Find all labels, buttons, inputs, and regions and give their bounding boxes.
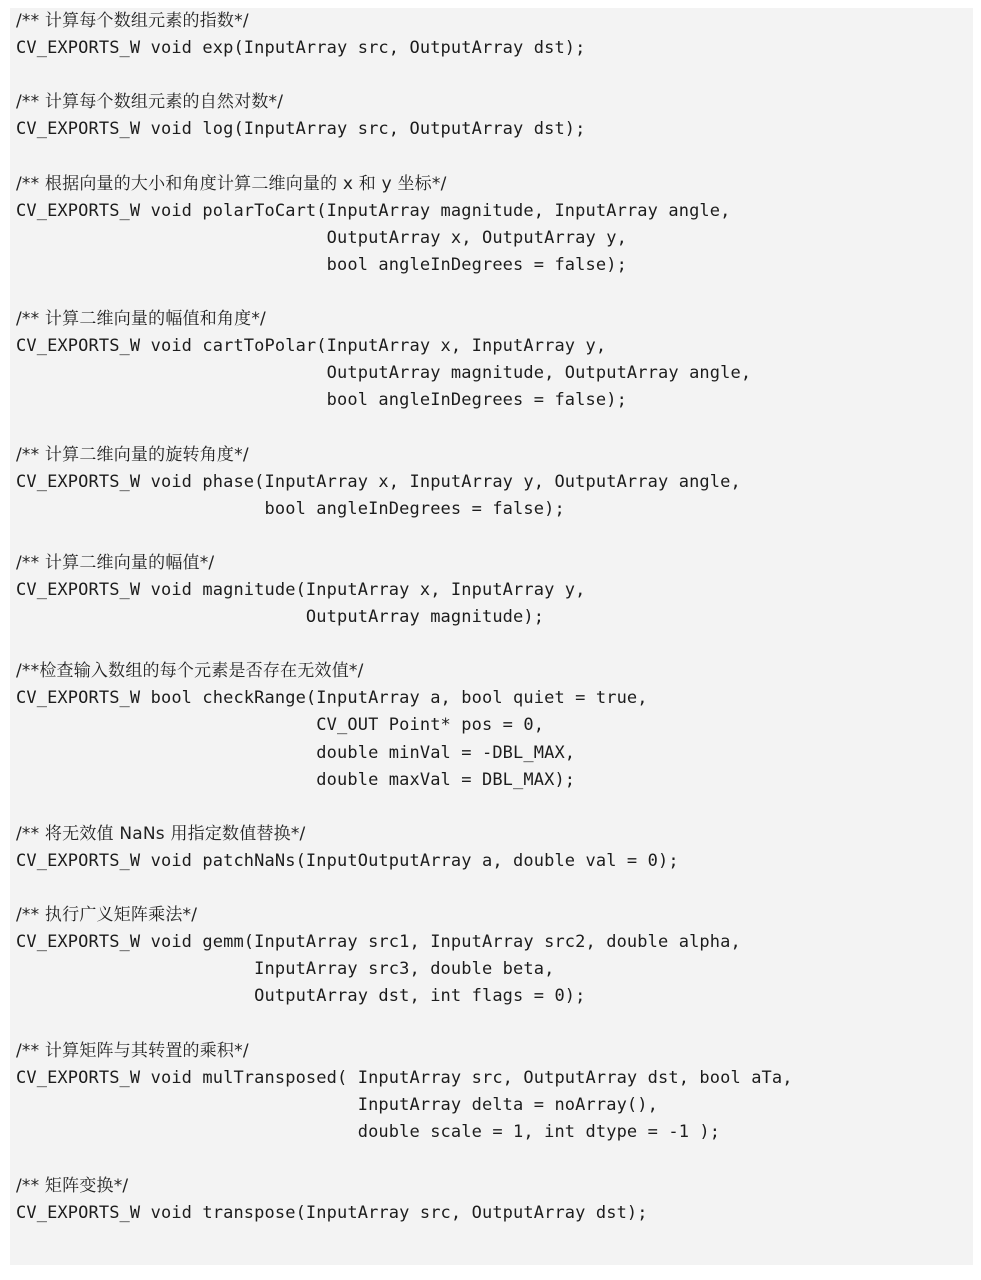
comment-line: /** 计算每个数组元素的自然对数*/: [16, 92, 284, 113]
comment-line: /** 计算矩阵与其转置的乘积*/: [16, 1040, 249, 1061]
code-line: OutputArray magnitude);: [16, 607, 545, 628]
code-line: CV_EXPORTS_W void magnitude(InputArray x, InputArray y,: [16, 579, 586, 600]
code-line: OutputArray dst, int flags = 0);: [16, 986, 586, 1007]
code-line: CV_EXPORTS_W void gemm(InputArray src1, InputArray src2, double alpha,: [16, 932, 741, 953]
code-line: double scale = 1, int dtype = -1 );: [16, 1121, 721, 1142]
code-line: CV_EXPORTS_W void log(InputArray src, OutputArray dst);: [16, 119, 586, 140]
comment-line: /** 根据向量的大小和角度计算二维向量的 x 和 y 坐标*/: [16, 173, 447, 194]
code-line: bool angleInDegrees = false);: [16, 390, 627, 411]
comment-line: /** 执行广义矩阵乘法*/: [16, 905, 198, 926]
code-line: CV_EXPORTS_W void polarToCart(InputArray magnitude, InputArray angle,: [16, 200, 731, 221]
comment-line: /** 将无效值 NaNs 用指定数值替换*/: [16, 823, 306, 844]
code-line: CV_EXPORTS_W void phase(InputArray x, InputArray y, OutputArray angle,: [16, 471, 741, 492]
code-line: CV_EXPORTS_W void transpose(InputArray src, OutputArray dst);: [16, 1203, 648, 1224]
code-line: double minVal = -DBL_MAX,: [16, 742, 576, 763]
comment-line: /** 计算二维向量的旋转角度*/: [16, 444, 249, 465]
code-line: OutputArray x, OutputArray y,: [16, 227, 627, 248]
code-line: CV_EXPORTS_W void patchNaNs(InputOutputArray a, double val = 0);: [16, 850, 679, 871]
code-line: OutputArray magnitude, OutputArray angle,: [16, 363, 752, 384]
code-block[interactable]: [16, 8, 793, 1227]
code-line: CV_EXPORTS_W void mulTransposed( InputArray src, OutputArray dst, bool aTa,: [16, 1067, 793, 1088]
code-line: InputArray delta = noArray(),: [16, 1094, 659, 1115]
code-line: CV_EXPORTS_W void exp(InputArray src, OutputArray dst);: [16, 38, 586, 59]
code-line: CV_OUT Point* pos = 0,: [16, 715, 545, 736]
code-line: bool angleInDegrees = false);: [16, 498, 565, 519]
comment-line: /** 计算每个数组元素的指数*/: [16, 11, 249, 31]
code-line: CV_EXPORTS_W bool checkRange(InputArray a, bool quiet = true,: [16, 688, 648, 709]
code-line: bool angleInDegrees = false);: [16, 254, 627, 275]
code-line: double maxVal = DBL_MAX);: [16, 769, 576, 790]
code-listing-panel: [10, 8, 973, 1265]
comment-line: /** 计算二维向量的幅值*/: [16, 552, 215, 573]
code-line: CV_EXPORTS_W void cartToPolar(InputArray x, InputArray y,: [16, 336, 607, 357]
comment-line: /** 矩阵变换*/: [16, 1176, 129, 1197]
comment-line: /**检查输入数组的每个元素是否存在无效值*/: [16, 661, 364, 682]
code-line: InputArray src3, double beta,: [16, 959, 555, 980]
comment-line: /** 计算二维向量的幅值和角度*/: [16, 309, 266, 330]
